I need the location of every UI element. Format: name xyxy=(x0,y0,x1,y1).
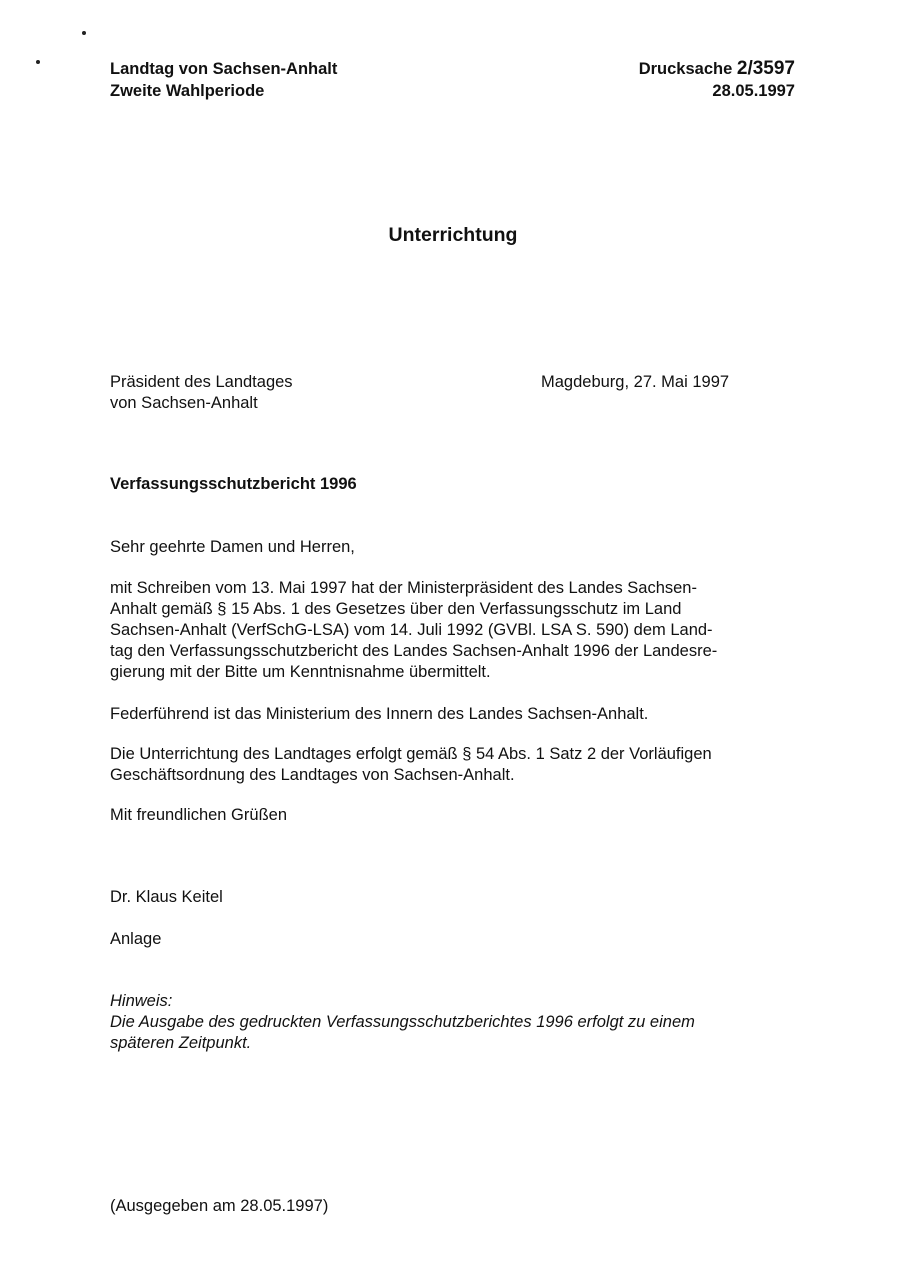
note-label: Hinweis: xyxy=(110,992,173,1010)
note-line: Die Ausgabe des gedruckten Verfassungsschutzberichtes 1996 erfolgt zu einem xyxy=(110,1013,695,1031)
org-name: Landtag von Sachsen-Anhalt xyxy=(110,60,338,78)
note-block xyxy=(110,991,800,1054)
closing: Mit freundlichen Grüßen xyxy=(110,806,287,824)
paragraph-2: Federführend ist das Ministerium des Innern des Landes Sachsen-Anhalt. xyxy=(110,705,649,723)
paragraph-1 xyxy=(110,578,800,683)
issued-date: (Ausgegeben am 28.05.1997) xyxy=(110,1197,329,1215)
page-title: Unterrichtung xyxy=(388,224,518,246)
document-date: 28.05.1997 xyxy=(712,82,795,100)
sender-line: Präsident des Landtages xyxy=(110,373,293,391)
paragraph-3 xyxy=(110,744,800,786)
document-number: 2/3597 xyxy=(736,58,795,79)
place-date: Magdeburg, 27. Mai 1997 xyxy=(541,373,730,391)
paragraph-line: gierung mit der Bitte um Kenntnisnahme übermittelt. xyxy=(110,663,491,681)
paragraph-line: Geschäftsordnung des Landtages von Sachsen-Anhalt. xyxy=(110,766,515,784)
paragraph-line: mit Schreiben vom 13. Mai 1997 hat der Ministerpräsident des Landes Sachsen- xyxy=(110,579,697,597)
header-document-info xyxy=(639,58,795,102)
sender-block xyxy=(110,372,293,414)
paragraph-line: Sachsen-Anhalt (VerfSchG-LSA) vom 14. Juli 1992 (GVBl. LSA S. 590) dem Land- xyxy=(110,621,713,639)
paragraph-line: tag den Verfassungsschutzbericht des Landes Sachsen-Anhalt 1996 der Landesre- xyxy=(110,642,718,660)
scan-speck xyxy=(36,60,40,64)
paragraph-line: Die Unterrichtung des Landtages erfolgt gemäß § 54 Abs. 1 Satz 2 der Vorläufigen xyxy=(110,745,712,763)
header-organization xyxy=(110,58,337,102)
note-line: späteren Zeitpunkt. xyxy=(110,1034,252,1052)
subject-line: Verfassungsschutzbericht 1996 xyxy=(110,475,357,493)
legislative-period: Zweite Wahlperiode xyxy=(110,82,265,100)
salutation: Sehr geehrte Damen und Herren, xyxy=(110,538,355,556)
document-label: Drucksache xyxy=(638,60,733,78)
paragraph-line: Anhalt gemäß § 15 Abs. 1 des Gesetzes über den Verfassungsschutz im Land xyxy=(110,600,682,618)
document-number-line xyxy=(639,58,795,80)
signatory: Dr. Klaus Keitel xyxy=(110,888,223,906)
attachment-label: Anlage xyxy=(110,930,162,948)
scan-speck xyxy=(82,31,86,35)
sender-line: von Sachsen-Anhalt xyxy=(110,394,258,412)
